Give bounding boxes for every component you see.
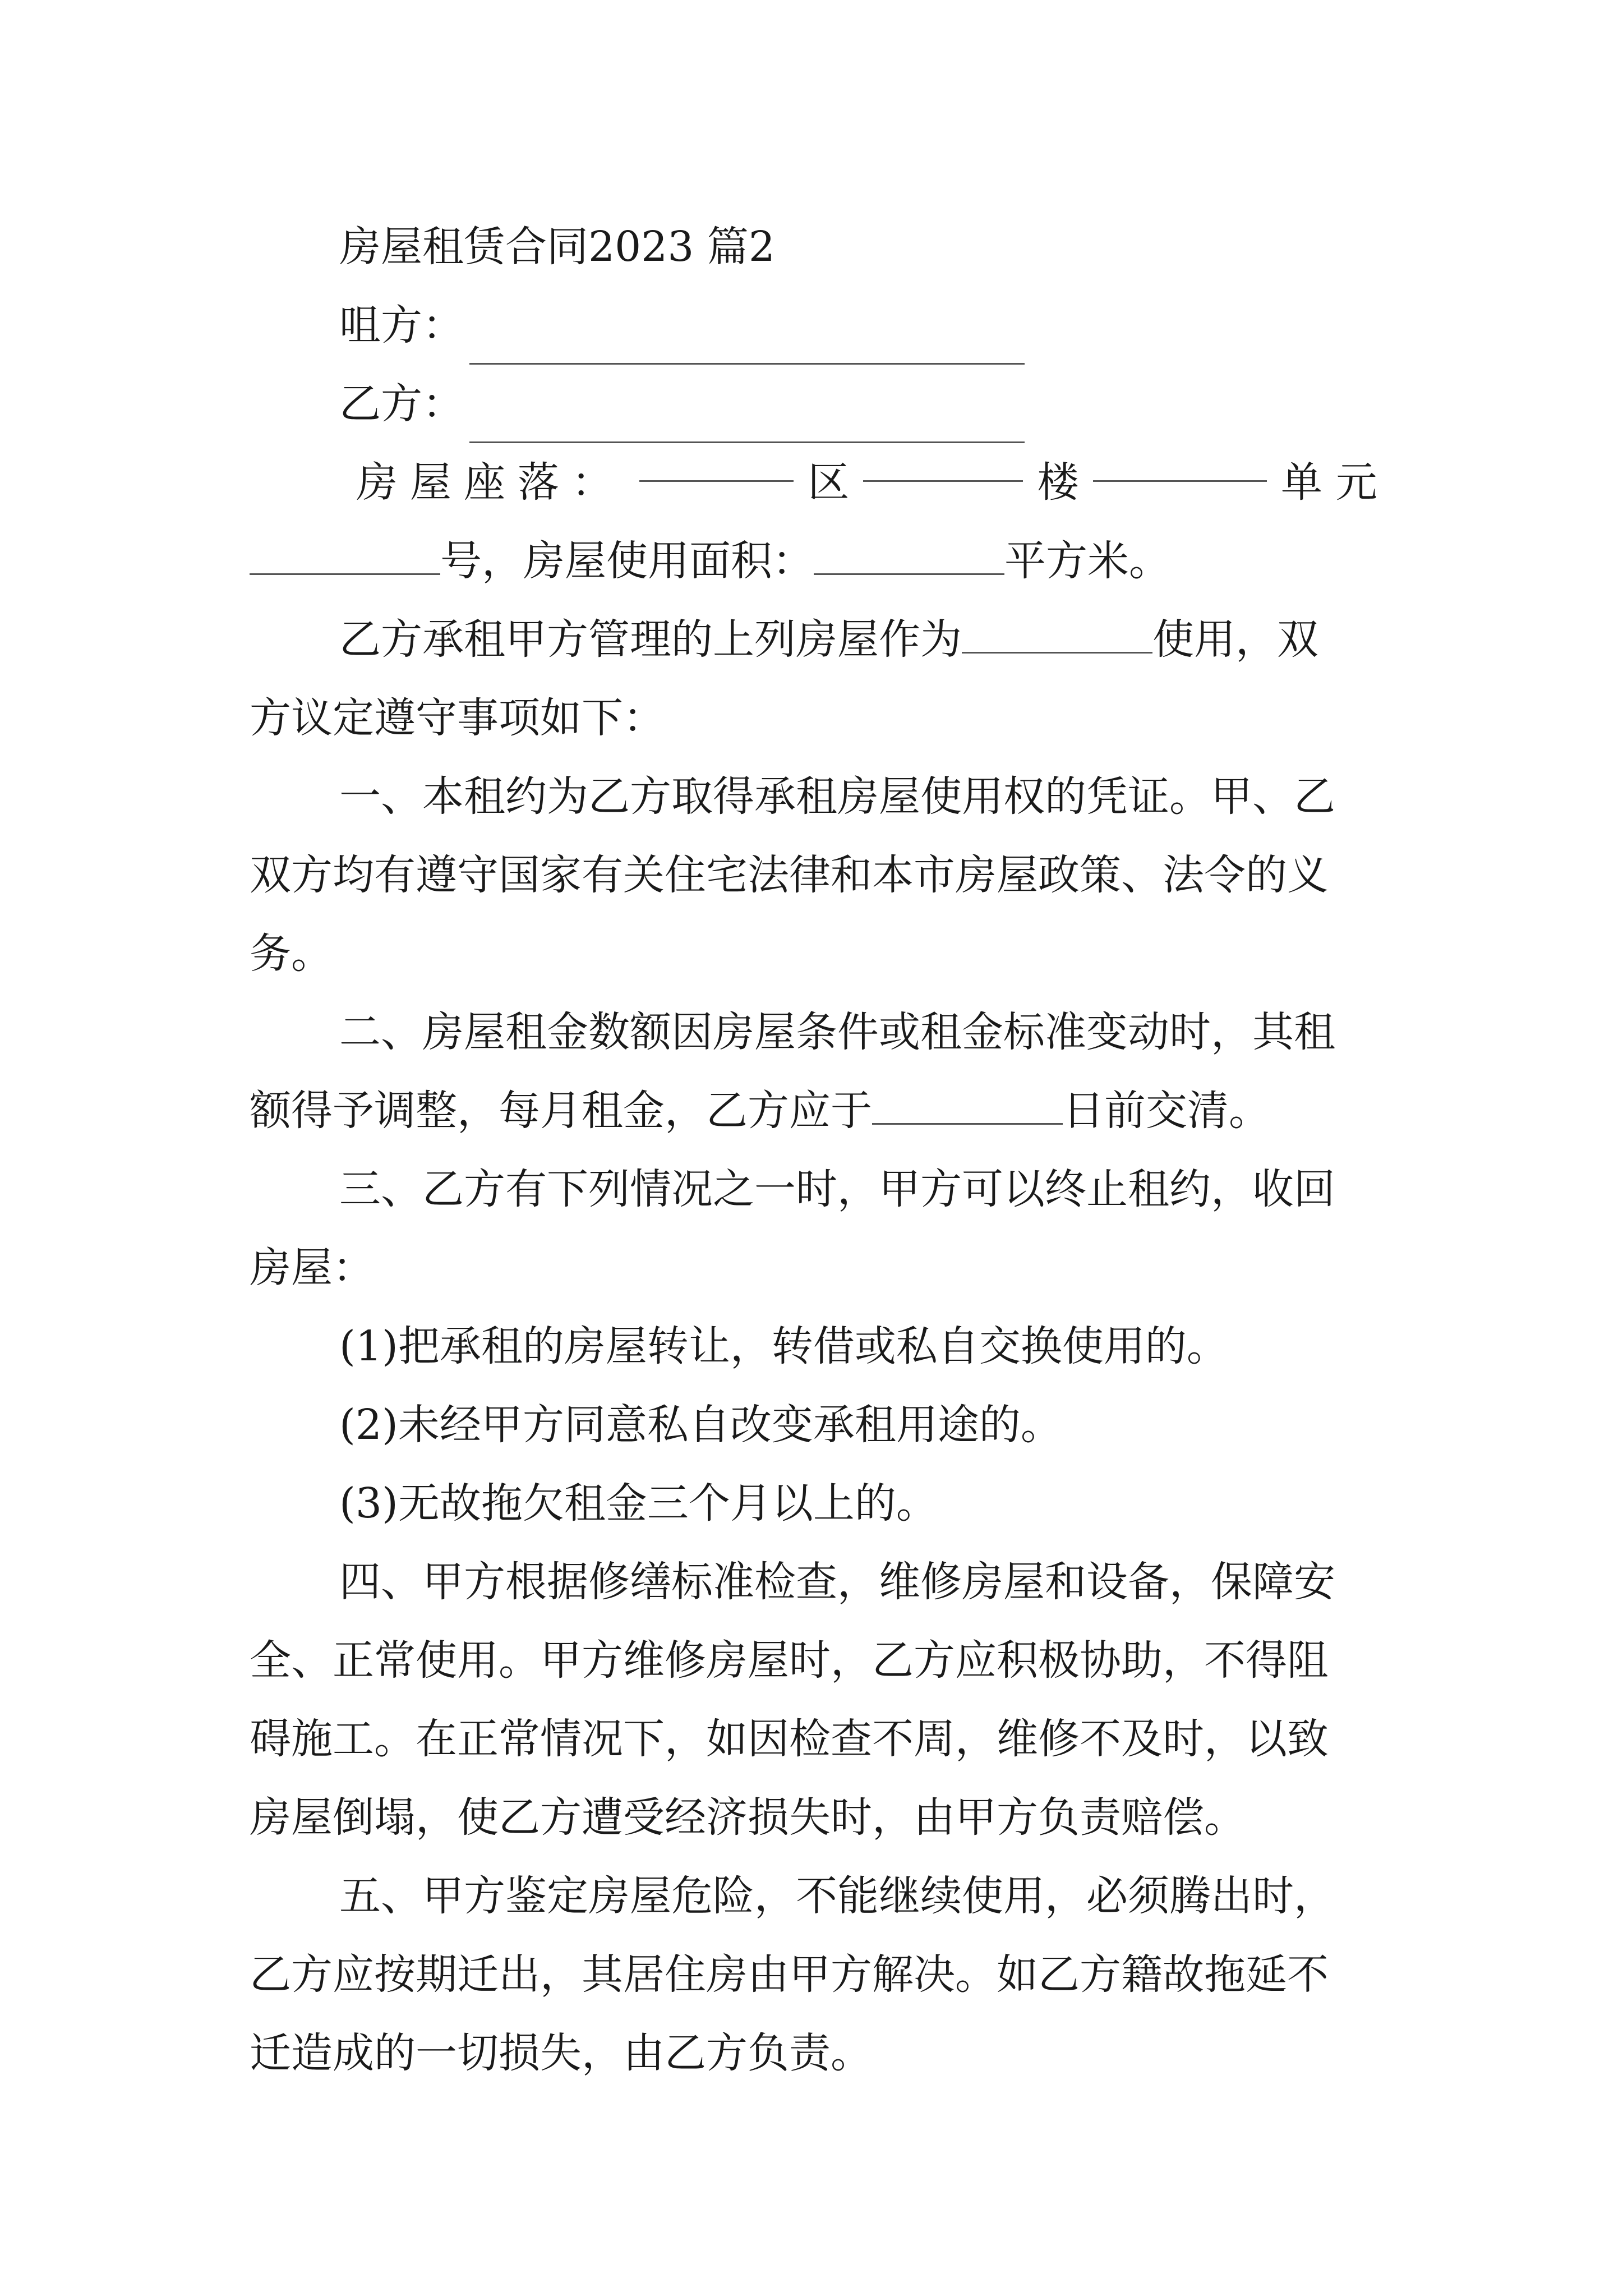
location-label: 房屋座落： [356, 458, 625, 507]
district-blank [639, 443, 794, 482]
payment-day-blank [872, 1086, 1063, 1125]
intro-line-1 [250, 600, 1391, 679]
clause-3-item-2: (2)未经甲方同意私自改变承租用途的。 [339, 1401, 1062, 1449]
party-a-row [250, 286, 1391, 365]
unit-blank [1093, 443, 1267, 482]
clause-4-line-4: 房屋倒塌，使乙方遭受经济损失时，由甲方负责赔偿。 [250, 1793, 1246, 1842]
building-label: 楼 [1037, 458, 1079, 507]
document-body [250, 208, 1391, 2092]
clause-3-item-3: (3)无故拖欠租金三个月以上的。 [339, 1479, 938, 1527]
clause-4-line-1: 四、甲方根据修缮标准检查，维修房屋和设备，保障安 [339, 1558, 1335, 1606]
usage-blank [962, 615, 1152, 654]
clause-2-line-1: 二、房屋租金数额因房屋条件或租金标准变动时，其租 [339, 1008, 1335, 1056]
clause-3-line-2: 房屋： [250, 1244, 374, 1292]
party-a-label: 咀方： [339, 301, 464, 349]
party-b-row [250, 365, 1391, 443]
intro-text-b: 使用，双 [1152, 615, 1318, 664]
clause-2-line-2 [250, 1071, 1391, 1150]
clause-5-line-3: 迁造成的一切损失，由乙方负责。 [250, 2029, 872, 2077]
clause-1-line-1: 一、本租约为乙方取得承租房屋使用权的凭证。甲、乙 [339, 772, 1335, 821]
area-unit-label: 平方米。 [1004, 537, 1170, 585]
number-blank [250, 536, 440, 575]
location-row-2 [250, 522, 1391, 600]
clause-4-line-2: 全、正常使用。甲方维修房屋时，乙方应积极协助，不得阻 [250, 1636, 1329, 1685]
intro-line-2: 方议定遵守事项如下： [250, 694, 665, 742]
clause-2-text-b: 日前交清。 [1063, 1087, 1270, 1135]
number-area-label: 号，房屋使用面积： [440, 537, 814, 585]
intro-text-a: 乙方承租甲方管理的上列房屋作为 [339, 615, 962, 664]
clause-1-line-3: 务。 [250, 930, 333, 978]
clause-2-text-a: 额得予调整，每月租金，乙方应于 [250, 1087, 872, 1135]
building-blank [863, 443, 1023, 482]
unit-label: 单元 [1280, 458, 1391, 507]
district-label: 区 [808, 458, 850, 507]
clause-1-line-2: 双方均有遵守国家有关住宅法律和本市房屋政策、法令的义 [250, 851, 1329, 899]
area-blank [814, 536, 1004, 575]
document-title: 房屋租赁合同2023 篇2 [339, 223, 775, 271]
clause-5-line-1: 五、甲方鉴定房屋危险，不能继续使用，必须腾出时， [339, 1872, 1335, 1920]
location-row [250, 443, 1391, 522]
party-a-blank [469, 326, 1025, 365]
party-b-label: 乙方： [339, 380, 464, 428]
party-b-blank [469, 404, 1025, 443]
clause-4-line-3: 碍施工。在正常情况下，如因检查不周，维修不及时，以致 [250, 1715, 1329, 1763]
clause-5-line-2: 乙方应按期迁出，其居住房由甲方解决。如乙方籍故拖延不 [250, 1950, 1329, 1999]
clause-3-item-1: (1)把承租的房屋转让，转借或私自交换使用的。 [339, 1322, 1228, 1370]
clause-3-line-1: 三、乙方有下列情况之一时，甲方可以终止租约，收回 [339, 1165, 1335, 1213]
